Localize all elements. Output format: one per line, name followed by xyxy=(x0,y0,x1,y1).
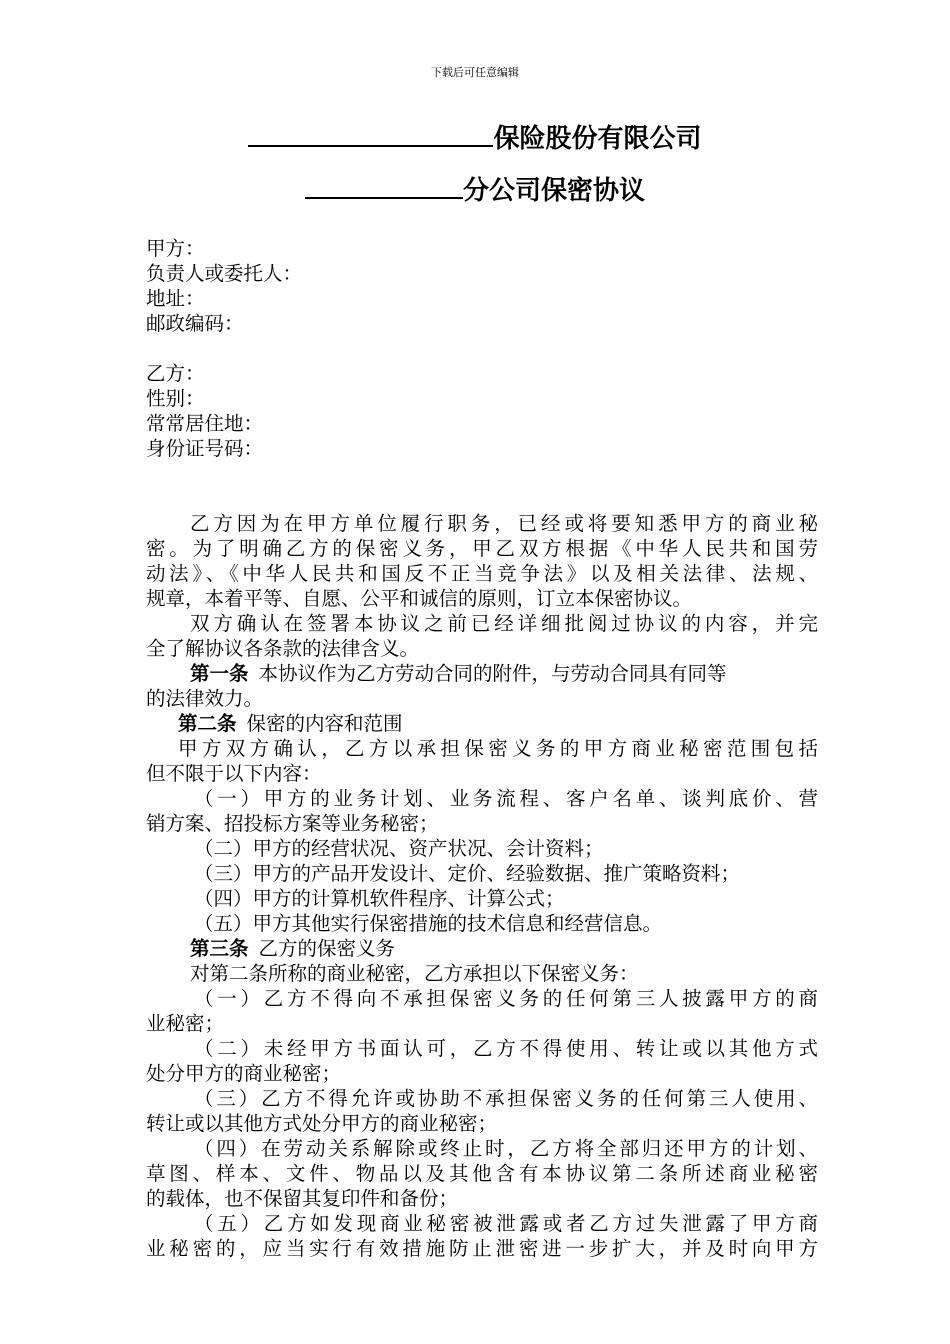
branch-name-blank xyxy=(305,171,463,199)
article2-title: 保密的内容和范围 xyxy=(246,712,403,735)
preamble-p1-line: 乙方因为在甲方单位履行职务，已经或将要知悉甲方的商业秘 xyxy=(190,512,818,535)
article2-item: （三）甲方的产品开发设计、定价、经验数据、推广策略资料； xyxy=(194,862,741,885)
document-title-line1 xyxy=(0,119,950,156)
spacer xyxy=(146,486,818,511)
document-title-line2 xyxy=(0,171,950,208)
article3-item: （二）未经甲方书面认可，乙方不得使用、转让或以其他方式 xyxy=(194,1037,818,1060)
document-body xyxy=(146,236,818,1261)
party-b-name-label: 乙方： xyxy=(146,362,205,385)
spacer xyxy=(146,336,818,361)
preamble-p2-line: 全了解协议各条款的法律含义。 xyxy=(146,637,420,660)
article3-intro: 对第二条所称的商业秘密，乙方承担以下保密义务： xyxy=(190,962,639,985)
article1-heading: 第一条 xyxy=(190,662,249,685)
article3-item: （三）乙方不得允许或协助不承担保密义务的任何第三人使用、 xyxy=(194,1087,818,1110)
preamble-p2-line: 双方确认在签署本协议之前已经详细批阅过协议的内容，并完 xyxy=(190,612,818,635)
article3-title: 乙方的保密义务 xyxy=(258,937,396,960)
article3-heading: 第三条 xyxy=(190,937,249,960)
article2-item: （二）甲方的经营状况、资产状况、会计资料； xyxy=(194,837,604,860)
article2-item: （一）甲方的业务计划、业务流程、客户名单、谈判底价、营 xyxy=(194,787,818,810)
article3-item: 业秘密的，应当实行有效措施防止泄密进一步扩大，并及时向甲方 xyxy=(146,1237,818,1260)
party-b-residence-label: 常常居住地： xyxy=(146,412,264,435)
article3-item: 转让或以其他方式处分甲方的商业秘密； xyxy=(146,1112,498,1135)
article2-heading: 第二条 xyxy=(178,712,237,735)
article2-intro-line: 但不限于以下内容： xyxy=(146,762,322,785)
article3-item: 处分甲方的商业秘密； xyxy=(146,1062,342,1085)
party-a-name-label: 甲方： xyxy=(146,237,205,260)
party-a-rep-label: 负责人或委托人： xyxy=(146,262,303,285)
article1-line: 的法律效力。 xyxy=(146,687,264,710)
preamble-p1-line: 密。为了明确乙方的保密义务，甲乙双方根据《中华人民共和国劳 xyxy=(146,537,818,560)
article3-item: （四）在劳动关系解除或终止时，乙方将全部归还甲方的计划、 xyxy=(194,1137,818,1160)
party-a-postcode-label: 邮政编码： xyxy=(146,312,244,335)
company-name-blank xyxy=(248,119,493,147)
article2-item: （五）甲方其他实行保密措施的技术信息和经营信息。 xyxy=(194,912,663,935)
article3-item: 业秘密； xyxy=(146,1012,225,1035)
article2-item: 销方案、招投标方案等业务秘密； xyxy=(146,812,439,835)
article2-item: （四）甲方的计算机软件程序、计算公式； xyxy=(194,887,565,910)
article3-item: 的载体，也不保留其复印件和备份； xyxy=(146,1187,459,1210)
page-header-note: 下载后可任意编辑 xyxy=(431,66,519,79)
article1-text: 本协议作为乙方劳动合同的附件，与劳动合同具有同等 xyxy=(258,662,727,685)
article2-heading-line xyxy=(146,711,818,736)
title-line1-text: 保险股份有限公司 xyxy=(493,124,702,154)
party-b-gender-label: 性别： xyxy=(146,387,205,410)
article1-first-line xyxy=(146,661,818,686)
preamble-p1-line: 规章，本着平等、自愿、公平和诚信的原则，订立本保密协议。 xyxy=(146,587,693,610)
article3-heading-line xyxy=(146,936,818,961)
article3-item: （一）乙方不得向不承担保密义务的任何第三人披露甲方的商 xyxy=(194,987,818,1010)
spacer xyxy=(146,461,818,486)
party-a-address-label: 地址： xyxy=(146,287,205,310)
preamble-p1-line: 动法》、《中华人民共和国反不正当竞争法》以及相关法律、法规、 xyxy=(146,562,818,585)
article3-item: 草图、样本、文件、物品以及其他含有本协议第二条所述商业秘密 xyxy=(146,1162,818,1185)
title-line2-text: 分公司保密协议 xyxy=(462,176,645,206)
party-b-id-label: 身份证号码： xyxy=(146,437,264,460)
article2-intro-line: 甲方双方确认，乙方以承担保密义务的甲方商业秘密范围包括 xyxy=(178,737,818,760)
article3-item: （五）乙方如发现商业秘密被泄露或者乙方过失泄露了甲方商 xyxy=(194,1212,818,1235)
